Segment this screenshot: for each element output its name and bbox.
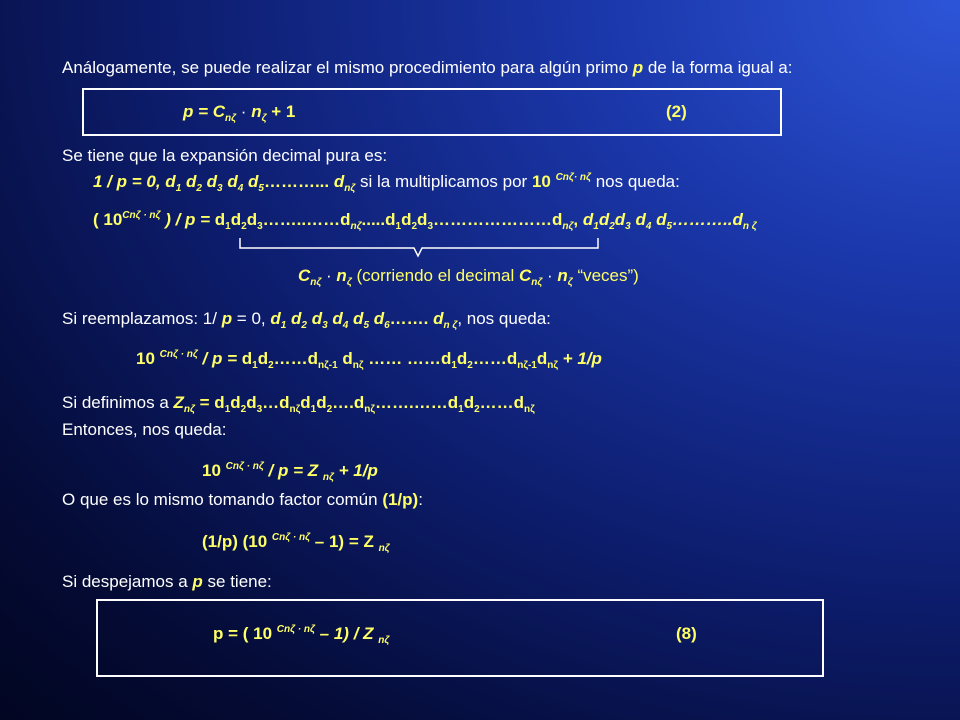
underbrace-label: $C_{n\zeta} \cdot n_\zeta$ (corriendo el decimal $C_{n\zeta} \cdot n_\zeta$ “veces”) <box>298 266 639 288</box>
equation-8-box <box>96 599 824 677</box>
equation-2-tag: (2) <box>666 102 687 121</box>
equation-8-tag: (8) <box>676 624 697 643</box>
prime-symbol: p <box>632 58 644 77</box>
multiplied-formula: ( $10^{Cn\zeta \cdot n\zeta}$ ) / $p = d_1d_2d_3\dots\dots..\dots\dots d_{n\zeta}.....d_1d_2d_3\dots\dots\dots\dots\dots\dots\dots d_{n\zeta}$, $d_1d_2d_3$ $d_4$ $d_5\dots\dots\dots..d_{n \zeta}$ <box>93 210 757 232</box>
eq2-part: p = C <box>183 102 226 121</box>
eq2-subscript-z: ζ <box>261 113 267 124</box>
multiply-text: si la multiplicamos por <box>355 172 532 191</box>
remains-text: nos queda: <box>590 172 680 191</box>
expansion-text: Se tiene que la expansión decimal pura es: <box>62 146 388 165</box>
expansion-formula: 1 / p = 0, $d_1$ $d_2$ $d_3$ $d_4$ $d_5\dots\dots\dots$... $d_{n\zeta}$ si la multiplicamos por 10 $^{Cn\zeta\cdot n\zeta}$ nos queda: <box>93 172 680 194</box>
equation-8-formula: p = ( 10 $^{Cn\zeta \cdot n\zeta}$ – 1) / Z $_{n\zeta}$ <box>213 624 390 646</box>
replace-line: Si reemplazamos: 1/ p = 0, $d_1$ $d_2$ $d_3$ $d_4$ $d_5$ $d_6\dots\dots$. $d_{n \zeta}$, nos queda: <box>62 309 551 331</box>
expansion-dots: ………... <box>263 172 334 191</box>
define-z-line: Si definimos a $Z_{n\zeta}$ = $d_1d_2d_3\dots d_{n\zeta}d_1d_2\dots.d_{n\zeta}\dots\dots.\dots\dots d_1d_2\dots\dots d_{n\zeta}$ <box>62 393 535 415</box>
solve-p-text: Si despejamos a p se tiene: <box>62 572 272 591</box>
eq2-plus: + 1 <box>266 102 296 121</box>
intro-text-end: de la forma igual a: <box>643 58 793 77</box>
eq2-subscript: nζ <box>225 113 237 124</box>
equation-2-formula <box>183 102 295 122</box>
intro-text-part: Análogamente, se puede realizar el mismo procedimiento para algún primo <box>62 58 633 77</box>
z-formula: 10 $^{Cn\zeta \cdot n\zeta}$ / p = Z $_{n\zeta}$ + 1/p <box>202 461 378 483</box>
intro-text <box>62 58 792 78</box>
expansion-start: 1 / p = 0, <box>93 172 166 191</box>
replaced-formula: 10 $^{Cn\zeta \cdot n\zeta} / p = d_1d_2\dots\dots d_{n\zeta-1}$ $d_{n\zeta}$ …… $\dots\dots d_1d_2\dots\dots d_{n\zeta-1}d_{n\zeta} + 1/p$ <box>136 349 602 371</box>
eq2-dot: · <box>236 102 252 121</box>
then-text: Entonces, nos queda: <box>62 420 227 439</box>
eq2-n: n <box>251 102 262 121</box>
common-factor-text: O que es lo mismo tomando factor común (1/p): <box>62 490 423 509</box>
factor-formula: (1/p) (10 $^{Cn\zeta \cdot n\zeta}$ – 1) = Z $_{n\zeta}$ <box>202 532 390 554</box>
